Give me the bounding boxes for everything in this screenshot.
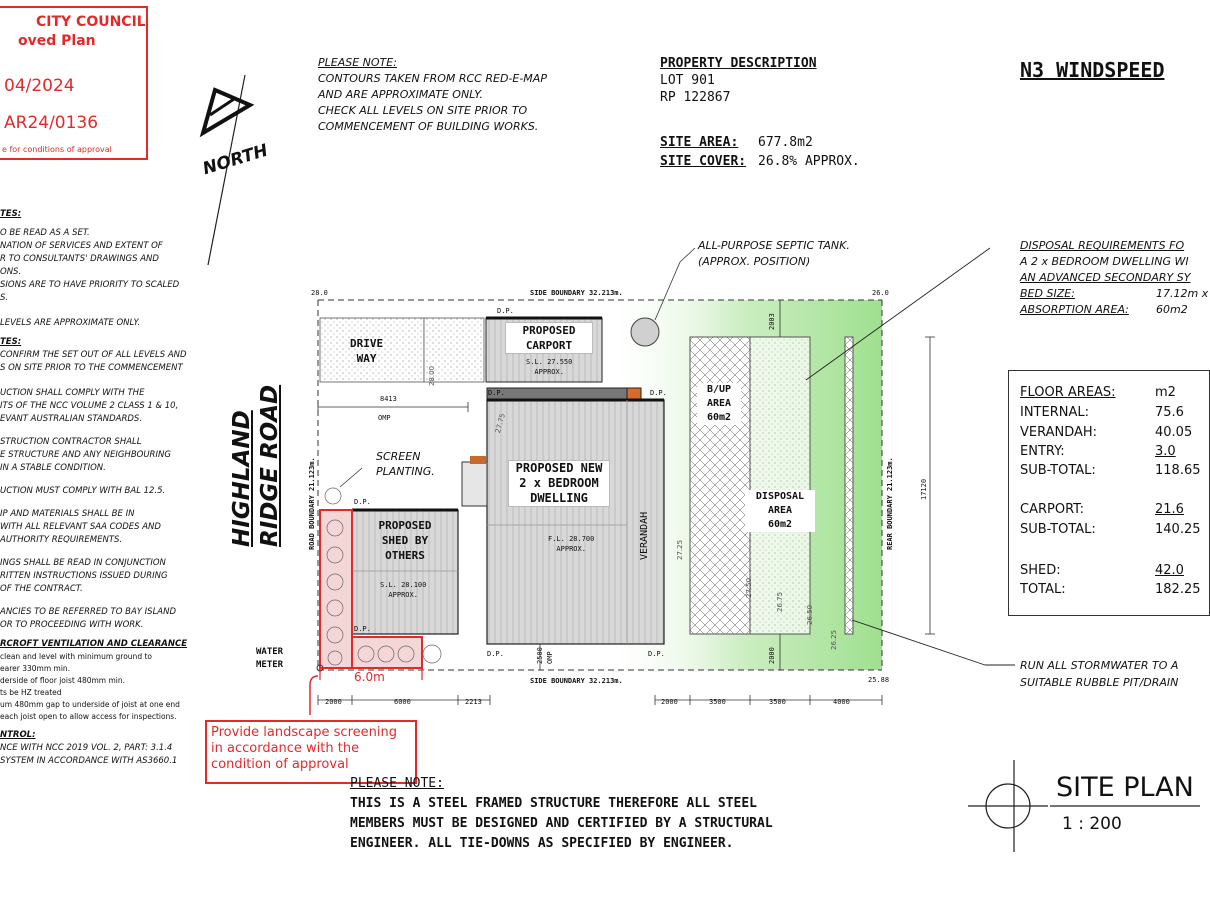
note-line: OR TO PROCEEDING WITH WORK. (0, 620, 144, 630)
downpipe-label: D.P. (487, 650, 504, 658)
note-line: IP AND MATERIALS SHALL BE IN (0, 509, 135, 519)
carport-sl-line: APPROX. (534, 368, 564, 376)
floor-area-label: TOTAL: (1020, 582, 1066, 597)
north-label: NORTH (200, 140, 271, 180)
septic-note-line: ALL-PURPOSE SEPTIC TANK. (698, 239, 850, 252)
verandah-label: VERANDAH (639, 511, 650, 560)
driveway (320, 318, 484, 382)
shed-label (360, 518, 450, 563)
dim-17120: 17120 (920, 478, 928, 500)
dim-2003: 2003 (768, 313, 776, 330)
dwelling-label-line: PROPOSED NEW (515, 461, 603, 475)
contour-label: 27.75 (494, 412, 507, 435)
note-line: IN A STABLE CONDITION. (0, 463, 106, 473)
site-area-label: SITE AREA: (660, 135, 739, 150)
carport-label-line: CARPORT (525, 339, 573, 352)
road-boundary-label: ROAD BOUNDARY 21.123m. (308, 457, 316, 550)
note-line: E STRUCTURE AND ANY NEIGHBOURING (0, 450, 171, 460)
absorption-label: ABSORPTION AREA: (1020, 303, 1129, 316)
site-cover-value: 26.8% APPROX. (758, 154, 860, 169)
contour-label: 26.50 (806, 604, 814, 625)
carport-label (505, 322, 593, 354)
contour-label: 27.50 (745, 577, 753, 598)
contour-label: 26.75 (776, 591, 784, 612)
dim-bottom-left: 6000 (394, 698, 411, 706)
dim-bottom-right: 2000 (661, 698, 678, 706)
note-line: CONFIRM THE SET OUT OF ALL LEVELS AND (0, 350, 187, 360)
site-plan-scale: 1 : 200 (1062, 814, 1122, 834)
disposal-line: AN ADVANCED SECONDARY SY (1020, 271, 1191, 284)
screening-callout-line: in accordance with the (211, 741, 360, 756)
note-line: SYSTEM IN ACCORDANCE WITH AS3660.1 (0, 756, 178, 766)
screen-planting-line: PLANTING. (376, 465, 435, 478)
note-line: OF THE CONTRACT. (0, 584, 83, 594)
omp-label: OMP (546, 651, 554, 664)
contour-label: 28.0 (311, 289, 328, 297)
note-line: ONS. (0, 267, 22, 277)
disposal-area-label-line: 60m2 (767, 519, 793, 530)
note-line: ts be HZ treated (0, 688, 62, 697)
floor-area-label: SUB-TOTAL: (1020, 463, 1096, 478)
please-note-top-line: CHECK ALL LEVELS ON SITE PRIOR TO (318, 104, 528, 117)
notes-heading: TES: (0, 337, 22, 347)
downpipe-label: D.P. (648, 650, 665, 658)
site-area-value: 677.8m2 (758, 135, 813, 150)
screen-planting-label (376, 449, 435, 479)
dwelling-label-line: DWELLING (530, 491, 588, 505)
site-cover-label: SITE COVER: (660, 154, 747, 169)
dim-8413: 8413 (380, 395, 397, 403)
backup-area-label-line: AREA (706, 398, 732, 409)
disposal-area-label (745, 490, 815, 532)
omp-label: OMP (378, 414, 391, 422)
floor-areas-unit: m2 (1155, 385, 1176, 400)
dwelling-fl-line: F.L. 28.700 (548, 535, 595, 543)
downpipe-label: D.P. (650, 389, 667, 397)
floor-area-label: VERANDAH: (1020, 425, 1098, 440)
windspeed-label: N3 WINDSPEED (1020, 58, 1165, 82)
note-line: UCTION MUST COMPLY WITH BAL 12.5. (0, 486, 166, 496)
floor-area-value: 40.05 (1155, 425, 1193, 440)
bed-size-label: BED SIZE: (1020, 287, 1075, 300)
dwelling-label (508, 460, 610, 507)
side-boundary-top: SIDE BOUNDARY 32.213m. (530, 289, 623, 297)
floor-area-value: 21.6 (1155, 502, 1184, 517)
note-line: AUTHORITY REQUIREMENTS. (0, 535, 123, 545)
note-line: clean and level with minimum ground to (0, 652, 152, 661)
absorption-value: 60m2 (1156, 303, 1188, 316)
property-title: PROPERTY DESCRIPTION (660, 56, 817, 71)
stamp-approved: oved Plan (18, 33, 96, 49)
contour-label: 26.0 (872, 289, 889, 297)
floor-area-value: 3.0 (1155, 444, 1176, 459)
dwelling (462, 388, 664, 644)
shed-label-line: SHED BY (381, 534, 429, 547)
dwelling-fl (548, 534, 594, 554)
note-line: derside of floor joist 480mm min. (0, 676, 126, 685)
notes-heading: NTROL: (0, 730, 36, 740)
disposal-line: A 2 x BEDROOM DWELLING WI (1020, 255, 1189, 268)
contour-label: 25.88 (868, 676, 890, 684)
road-name-line2: RIDGE ROAD (257, 384, 283, 547)
floor-area-label: SUB-TOTAL: (1020, 522, 1096, 537)
please-note-bottom-line: THIS IS A STEEL FRAMED STRUCTURE THEREFORE ALL STEEL (350, 796, 757, 811)
stormwater-line: SUITABLE RUBBLE PIT/DRAIN (1020, 676, 1179, 689)
floor-area-label: ENTRY: (1020, 444, 1065, 459)
dwelling-fl-line: APPROX. (556, 545, 586, 553)
note-line: INGS SHALL BE READ IN CONJUNCTION (0, 558, 166, 568)
please-note-bottom-title: PLEASE NOTE: (350, 776, 444, 791)
floor-area-value: 75.6 (1155, 405, 1184, 420)
note-line: earer 330mm min. (0, 664, 71, 673)
note-line: S ON SITE PRIOR TO THE COMMENCEMENT (0, 363, 183, 373)
dim-bottom-right: 4000 (833, 698, 850, 706)
note-line: um 480mm gap to underside of joist at one end (0, 700, 180, 709)
screen-width-label: 6.0m (354, 670, 385, 684)
dim-bottom-right: 3500 (769, 698, 786, 706)
downpipe-label: D.P. (488, 389, 505, 397)
contour-label: 26.25 (830, 629, 838, 650)
carport-sl (526, 357, 572, 377)
site-plan-title: SITE PLAN (1056, 772, 1194, 803)
note-line: R TO CONSULTANTS' DRAWINGS AND (0, 254, 159, 264)
note-line: O BE READ AS A SET. (0, 228, 90, 238)
note-line: S. (0, 293, 9, 303)
downpipe-label: D.P. (354, 625, 371, 633)
contour-label: 28.00 (428, 365, 436, 386)
note-line: RITTEN INSTRUCTIONS ISSUED DURING (0, 571, 168, 581)
screening-callout-line: condition of approval (211, 757, 349, 772)
driveway-label (350, 336, 383, 366)
dim-2500: 2500 (536, 647, 544, 664)
disposal-title: DISPOSAL REQUIREMENTS FO (1020, 239, 1185, 252)
note-line: WITH ALL RELEVANT SAA CODES AND (0, 522, 161, 532)
dim-bottom-left: 2213 (465, 698, 482, 706)
note-line: NATION OF SERVICES AND EXTENT OF (0, 241, 163, 251)
stamp-conditions: e for conditions of approval (2, 145, 112, 154)
please-note-top-line: AND ARE APPROXIMATE ONLY. (318, 88, 484, 101)
road-name-line1: HIGHLAND (229, 410, 255, 547)
backup-area (690, 337, 750, 634)
please-note-bottom-line: MEMBERS MUST BE DESIGNED AND CERTIFIED BY A STRUCTURAL (350, 816, 773, 831)
bed-size-value: 17.12m x (1156, 287, 1209, 300)
septic-note-line: (APPROX. POSITION) (698, 255, 811, 268)
stamp-council: CITY COUNCIL (36, 14, 146, 30)
dwelling-label-line: 2 x BEDROOM (519, 476, 599, 490)
backup-area-label-line: 60m2 (706, 412, 732, 423)
stamp-date: 04/2024 (4, 76, 75, 96)
note-line: NCE WITH NCC 2019 VOL. 2, PART: 3.1.4 (0, 743, 173, 753)
contour-label: 27.25 (676, 539, 684, 560)
note-line: EVANT AUSTRALIAN STANDARDS. (0, 414, 143, 424)
stormwater-note (1020, 657, 1178, 691)
screen-planting-line: SCREEN (376, 450, 421, 463)
please-note-top-title: PLEASE NOTE: (318, 56, 397, 69)
floor-area-value: 42.0 (1155, 563, 1184, 578)
note-line: STRUCTION CONTRACTOR SHALL (0, 437, 142, 447)
downpipe-label: D.P. (497, 307, 514, 315)
dim-2000: 2000 (768, 647, 776, 664)
floor-area-value: 182.25 (1155, 582, 1201, 597)
dim-bottom-left: 2000 (325, 698, 342, 706)
notes-heading: TES: (0, 209, 22, 219)
backup-area-label-line: B/UP (706, 384, 732, 395)
screening-callout-line: Provide landscape screening (211, 725, 397, 740)
water-meter-line: WATER (256, 647, 284, 657)
shed-label-line: OTHERS (385, 549, 425, 562)
stamp-ref: AR24/0136 (4, 113, 99, 133)
shed-label-line: PROPOSED (378, 519, 432, 532)
water-meter-label (256, 646, 283, 672)
floor-area-label: CARPORT: (1020, 502, 1085, 517)
carport-sl-line: S.L. 27.550 (526, 358, 573, 366)
driveway-label-line: DRIVE (350, 337, 384, 350)
shed-sl (380, 580, 426, 600)
property-lot: LOT 901 (660, 73, 715, 88)
note-line: ANCIES TO BE REFERRED TO BAY ISLAND (0, 607, 177, 617)
water-meter-line: METER (256, 660, 284, 670)
floor-areas-header: FLOOR AREAS: (1020, 385, 1116, 400)
note-line: ITS OF THE NCC VOLUME 2 CLASS 1 & 10, (0, 401, 179, 411)
note-line: LEVELS ARE APPROXIMATE ONLY. (0, 318, 141, 328)
floor-area-value: 118.65 (1155, 463, 1201, 478)
side-boundary-bottom: SIDE BOUNDARY 32.213m. (530, 677, 623, 685)
shed-sl-line: S.L. 28.100 (380, 581, 427, 589)
stormwater-line: RUN ALL STORMWATER TO A (1020, 659, 1179, 672)
property-rp: RP 122867 (660, 90, 731, 105)
dim-bottom-right: 3500 (709, 698, 726, 706)
shed-sl-line: APPROX. (388, 591, 418, 599)
floor-area-label: INTERNAL: (1020, 405, 1089, 420)
note-line: UCTION SHALL COMPLY WITH THE (0, 388, 145, 398)
floor-area-label: SHED: (1020, 563, 1061, 578)
please-note-bottom (350, 774, 773, 854)
please-note-bottom-line: ENGINEER. ALL TIE-DOWNS AS SPECIFIED BY ENGINEER. (350, 836, 734, 851)
notes-heading: RCROFT VENTILATION AND CLEARANCE (0, 639, 188, 649)
disposal-area-label-line: DISPOSAL (755, 491, 805, 502)
note-line: SIONS ARE TO HAVE PRIORITY TO SCALED (0, 280, 180, 290)
please-note-top-line: CONTOURS TAKEN FROM RCC RED-E-MAP (318, 72, 547, 85)
disposal-area-label-line: AREA (767, 505, 793, 516)
note-line: each joist open to allow access for inspections. (0, 712, 177, 721)
driveway-label-line: WAY (356, 352, 377, 365)
floor-area-value: 140.25 (1155, 522, 1201, 537)
rear-boundary-label: REAR BOUNDARY 21.123m. (886, 457, 894, 550)
carport-label-line: PROPOSED (522, 324, 576, 337)
please-note-top-line: COMMENCEMENT OF BUILDING WORKS. (318, 120, 539, 133)
downpipe-label: D.P. (354, 498, 371, 506)
backup-area-label (697, 383, 741, 425)
